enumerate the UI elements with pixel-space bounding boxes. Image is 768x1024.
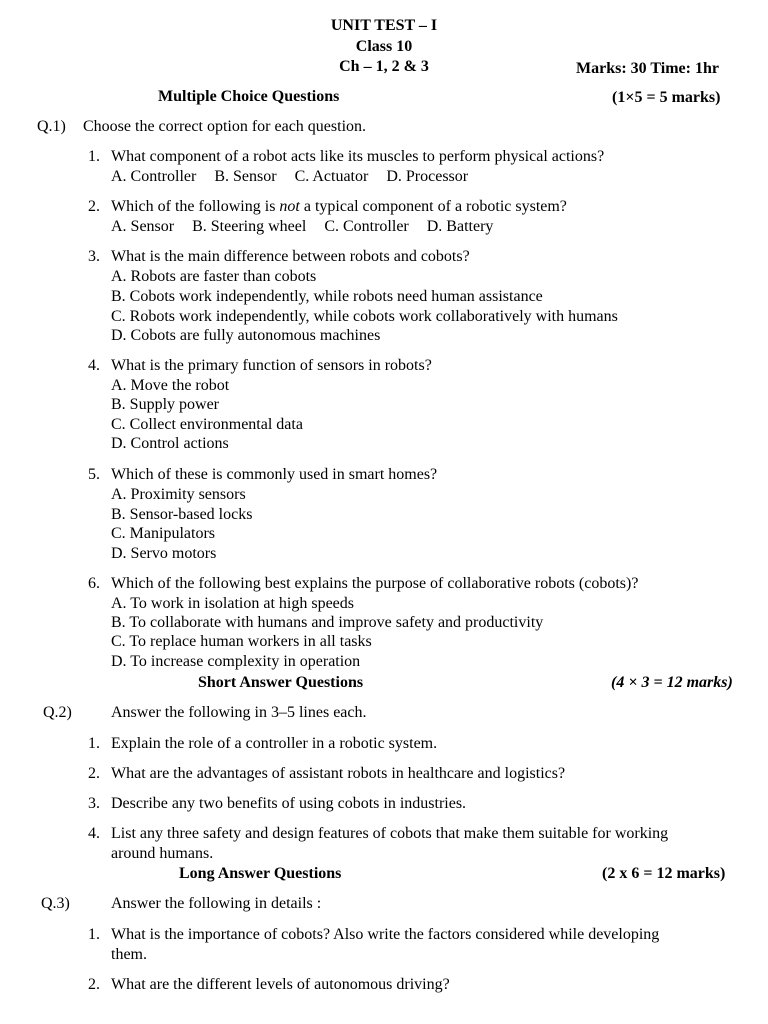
question-number: 2. [88, 976, 100, 993]
mcq-option: D. Servo motors [111, 545, 217, 562]
question-number: 3. [88, 795, 100, 812]
mcq-question-emphasis: not [279, 198, 300, 215]
mcq-options [111, 217, 507, 237]
question-number: 1. [88, 926, 100, 943]
mcq-option: B. To collaborate with humans and improve safety and productivity [111, 614, 544, 631]
mcq-question: What is the main difference between robots and cobots? [111, 248, 470, 265]
mcq-option: B. Steering wheel [192, 218, 307, 235]
mcq-option: A. Robots are faster than cobots [111, 268, 317, 285]
mcq-option: C. Controller [324, 218, 409, 235]
mcq-option: B. Supply power [111, 396, 219, 413]
short-question: Explain the role of a controller in a robotic system. [111, 735, 438, 752]
mcq-question-part: a typical component of a robotic system? [299, 198, 567, 215]
q2-instruction: Answer the following in 3–5 lines each. [111, 704, 367, 721]
mcq-option: C. Collect environmental data [111, 416, 303, 433]
mcq-number: 2. [88, 198, 100, 215]
mcq-option: D. Cobots are fully autonomous machines [111, 327, 381, 344]
mcq-question [111, 197, 567, 217]
mcq-number: 1. [88, 148, 100, 165]
mcq-question: Which of the following best explains the purpose of collaborative robots (cobots)? [111, 575, 639, 592]
mcq-option: B. Sensor-based locks [111, 506, 253, 523]
mcq-question-part: Which of the following is [111, 198, 280, 215]
q3-instruction: Answer the following in details : [111, 895, 322, 912]
mcq-option: A. Controller [111, 168, 197, 185]
mcq-option: A. Move the robot [111, 377, 230, 394]
marks-time-label: Marks: 30 Time: 1hr [576, 60, 719, 77]
mcq-option: C. Manipulators [111, 525, 215, 542]
mcq-option: D. Battery [426, 218, 494, 235]
section-heading-long: Long Answer Questions [179, 865, 342, 882]
chapters-label: Ch – 1, 2 & 3 [339, 58, 429, 75]
question-number: 1. [88, 735, 100, 752]
short-question: List any three safety and design features of cobots that make them suitable for working [111, 825, 669, 842]
long-question: What is the importance of cobots? Also write the factors considered while developing [111, 926, 660, 943]
mcq-option: D. To increase complexity in operation [111, 653, 361, 670]
question-number-q3: Q.3) [41, 895, 70, 912]
long-question: What are the different levels of autonomous driving? [111, 976, 450, 993]
mcq-option: A. To work in isolation at high speeds [111, 595, 355, 612]
mcq-option: A. Proximity sensors [111, 486, 246, 503]
q1-instruction: Choose the correct option for each question. [83, 118, 367, 135]
short-question-continued: around humans. [111, 845, 214, 862]
mcq-option: C. Actuator [294, 168, 369, 185]
mcq-option: C. Robots work independently, while cobots work collaboratively with humans [111, 308, 618, 325]
mcq-question: Which of these is commonly used in smart homes? [111, 466, 438, 483]
mcq-option: B. Sensor [214, 168, 277, 185]
mcq-option: C. To replace human workers in all tasks [111, 633, 372, 650]
class-label: Class 10 [355, 38, 413, 55]
test-title: UNIT TEST – I [330, 17, 438, 34]
short-question: What are the advantages of assistant robots in healthcare and logistics? [111, 765, 566, 782]
mcq-number: 4. [88, 357, 100, 374]
section-marks-mcq: (1×5 = 5 marks) [612, 89, 721, 106]
question-number: 4. [88, 825, 100, 842]
mcq-question: What is the primary function of sensors in robots? [111, 357, 432, 374]
section-marks-long: (2 x 6 = 12 marks) [602, 865, 726, 882]
section-heading-mcq: Multiple Choice Questions [158, 88, 340, 105]
mcq-option: B. Cobots work independently, while robots need human assistance [111, 288, 543, 305]
section-marks-short: (4 × 3 = 12 marks) [611, 674, 733, 691]
mcq-question: What component of a robot acts like its muscles to perform physical actions? [111, 148, 605, 165]
mcq-option: D. Control actions [111, 435, 229, 452]
question-number-q2: Q.2) [43, 704, 72, 721]
long-question-continued: them. [111, 946, 147, 963]
mcq-number: 3. [88, 248, 100, 265]
mcq-number: 5. [88, 466, 100, 483]
mcq-options [111, 167, 482, 187]
mcq-option: A. Sensor [111, 218, 175, 235]
question-number: 2. [88, 765, 100, 782]
mcq-option: D. Processor [386, 168, 469, 185]
question-number-q1: Q.1) [37, 118, 66, 135]
short-question: Describe any two benefits of using cobots in industries. [111, 795, 467, 812]
section-heading-short: Short Answer Questions [198, 674, 364, 691]
mcq-number: 6. [88, 575, 100, 592]
